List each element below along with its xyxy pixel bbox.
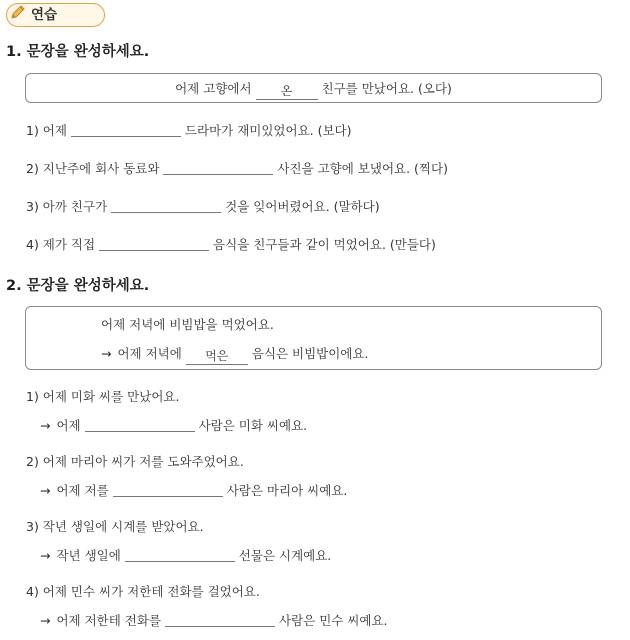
section2-heading: 2. 문장을 완성하세요. [6, 278, 150, 294]
s2-item-2-before: 어제 저를 [56, 483, 109, 498]
example-after: 친구를 만났어요. (오다) [321, 81, 452, 96]
s2-item-2-question: 2) 어제 마리아 씨가 저를 도와주었어요. [26, 454, 244, 469]
s2-item-4-blank[interactable] [165, 612, 275, 627]
section1-heading: 1. 문장을 완성하세요. [6, 44, 150, 60]
s1-item-2 [26, 159, 448, 177]
tag-label: 연습 [31, 7, 58, 23]
section1-example [25, 79, 602, 100]
s2-item-4-question: 4) 어제 민수 씨가 저한테 전화를 걸었어요. [26, 584, 260, 599]
s1-item-4-before: 4) 제가 직접 [26, 237, 96, 252]
arrow-icon: → [40, 613, 51, 628]
s1-item-3-blank[interactable] [111, 198, 221, 213]
arrow-icon: → [40, 418, 51, 433]
s1-item-2-after: 사진을 고향에 보냈어요. (찍다) [277, 161, 448, 176]
s1-item-1-after: 드라마가 재미있었어요. (보다) [184, 123, 352, 138]
s1-item-3-before: 3) 아까 친구가 [26, 199, 108, 214]
s2-item-4-before: 어제 저한테 전화를 [56, 613, 162, 628]
s2-item-3-answer [40, 546, 331, 564]
s2-example-before: 어제 저녁에 [117, 346, 182, 361]
s1-item-4-blank[interactable] [99, 236, 209, 251]
s2-item-3-after: 선물은 시계예요. [238, 548, 332, 563]
s2-example-line2 [101, 344, 368, 365]
s2-item-4-answer [40, 611, 388, 629]
s1-item-1-before: 1) 어제 [26, 123, 67, 138]
s2-item-3-question: 3) 작년 생일에 시계를 받았어요. [26, 519, 204, 534]
s2-item-1-after: 사람은 미화 씨예요. [198, 418, 308, 433]
s1-item-2-blank[interactable] [163, 160, 273, 175]
s2-item-1-answer [40, 416, 307, 434]
s1-item-3 [26, 197, 380, 215]
s2-item-1-before: 어제 [56, 418, 81, 433]
example-answer: 온 [256, 85, 318, 100]
arrow-icon: → [101, 346, 112, 361]
arrow-icon: → [40, 483, 51, 498]
s2-example-line1: 어제 저녁에 비빔밥을 먹었어요. [101, 317, 274, 332]
s2-item-4-after: 사람은 민수 씨예요. [279, 613, 388, 628]
s2-item-2-blank[interactable] [113, 482, 223, 497]
s1-item-1-blank[interactable] [71, 122, 181, 137]
s1-item-4 [26, 235, 436, 253]
s2-item-1-question: 1) 어제 미화 씨를 만났어요. [26, 389, 180, 404]
arrow-icon: → [40, 548, 51, 563]
s2-item-1-blank[interactable] [85, 417, 195, 432]
s1-item-3-after: 것을 잊어버렸어요. (말하다) [225, 199, 380, 214]
s2-example-answer: 먹은 [186, 350, 248, 365]
s1-item-2-before: 2) 지난주에 회사 동료와 [26, 161, 160, 176]
s2-item-3-before: 작년 생일에 [56, 548, 121, 563]
s1-item-1 [26, 121, 352, 139]
s2-item-3-blank[interactable] [125, 547, 235, 562]
s2-item-2-answer [40, 481, 347, 499]
s1-item-4-after: 음식을 친구들과 같이 먹었어요. (만들다) [213, 237, 436, 252]
pencil-icon [9, 3, 27, 21]
s2-example-after: 음식은 비빔밥이에요. [251, 346, 369, 361]
example-before: 어제 고향에서 [175, 81, 252, 96]
s2-item-2-after: 사람은 마리아 씨예요. [226, 483, 348, 498]
